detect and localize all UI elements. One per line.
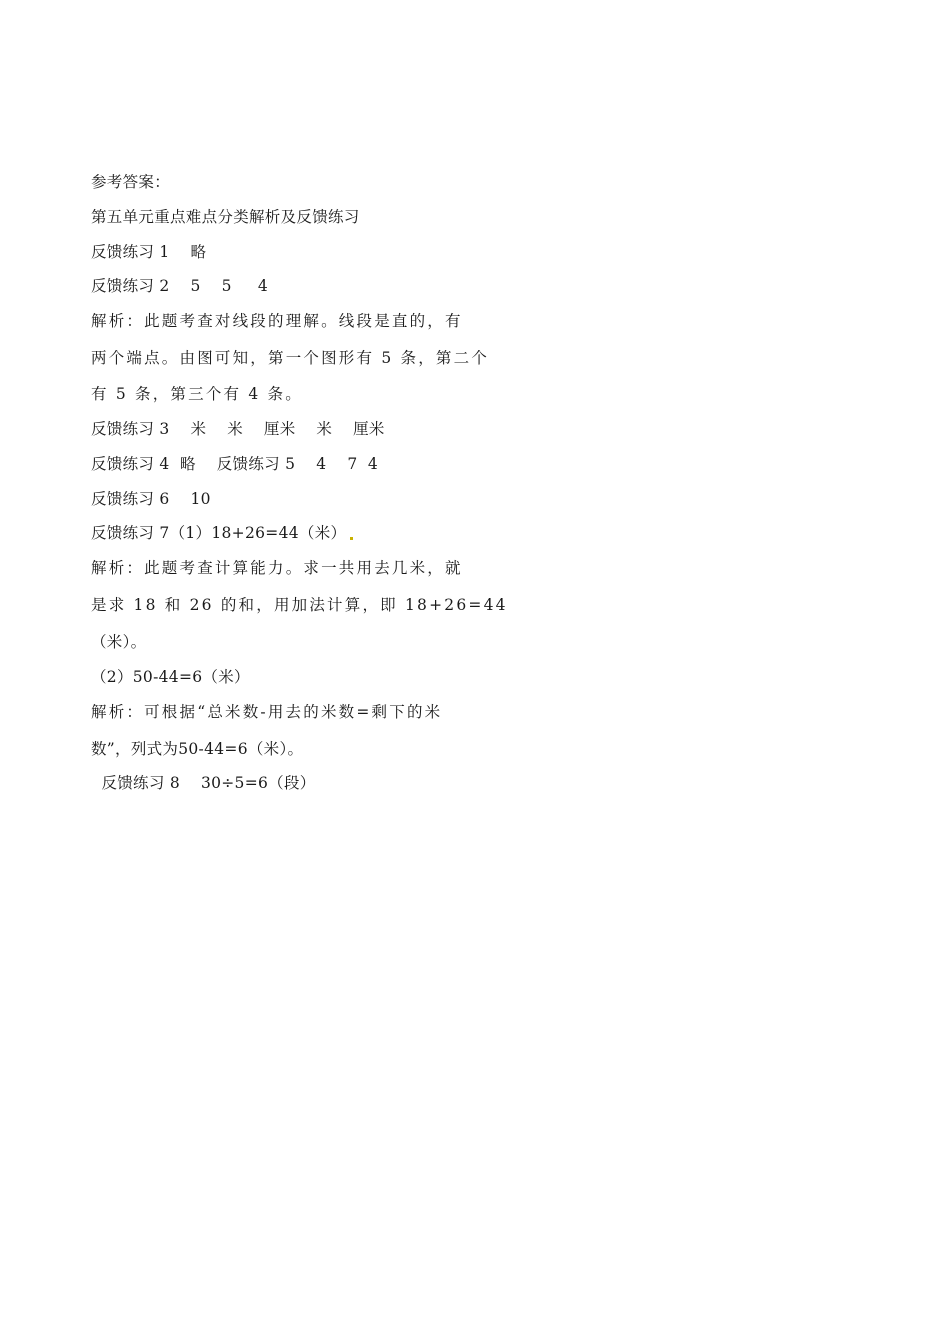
analysis-line-8: 数”，列式为50-44=6（米）。: [91, 740, 304, 758]
answer-line-7-text: 反馈练习 7（1）18+26=44（米）: [91, 524, 347, 542]
highlight-dot: [350, 537, 353, 540]
analysis-line-4: 解析：此题考查计算能力。求一共用去几米，就: [91, 559, 463, 577]
answer-line-3: 反馈练习 3 米 米 厘米 米 厘米: [91, 420, 385, 438]
answer-line-6: 反馈练习 6 10: [91, 490, 211, 508]
answer-line-4: 反馈练习 4 略 反馈练习 5 4 7 4: [91, 455, 379, 473]
analysis-line-5: 是求 18 和 26 的和，用加法计算，即 18+26=44: [91, 596, 508, 614]
answer-line-7: [91, 523, 353, 543]
analysis-line-3: 有 5 条，第三个有 4 条。: [91, 385, 303, 403]
analysis-line-1: 解析：此题考查对线段的理解。线段是直的，有: [91, 312, 463, 330]
analysis-line-2: 两个端点。由图可知，第一个图形有 5 条，第二个: [91, 349, 490, 367]
section-title: 第五单元重点难点分类解析及反馈练习: [91, 208, 360, 226]
answer-line-8: 反馈练习 8 30÷5=6（段）: [91, 774, 316, 792]
answer-line-7-part2: （2）50-44=6（米）: [91, 668, 250, 686]
answer-heading: 参考答案：: [91, 173, 171, 191]
analysis-line-7: 解析：可根据“总米数-用去的米数=剩下的米: [91, 703, 443, 721]
answer-line-2: 反馈练习 2 5 5 4: [91, 277, 269, 295]
analysis-line-6: （米）。: [91, 633, 147, 651]
answer-line-1: 反馈练习 1 略: [91, 243, 207, 261]
